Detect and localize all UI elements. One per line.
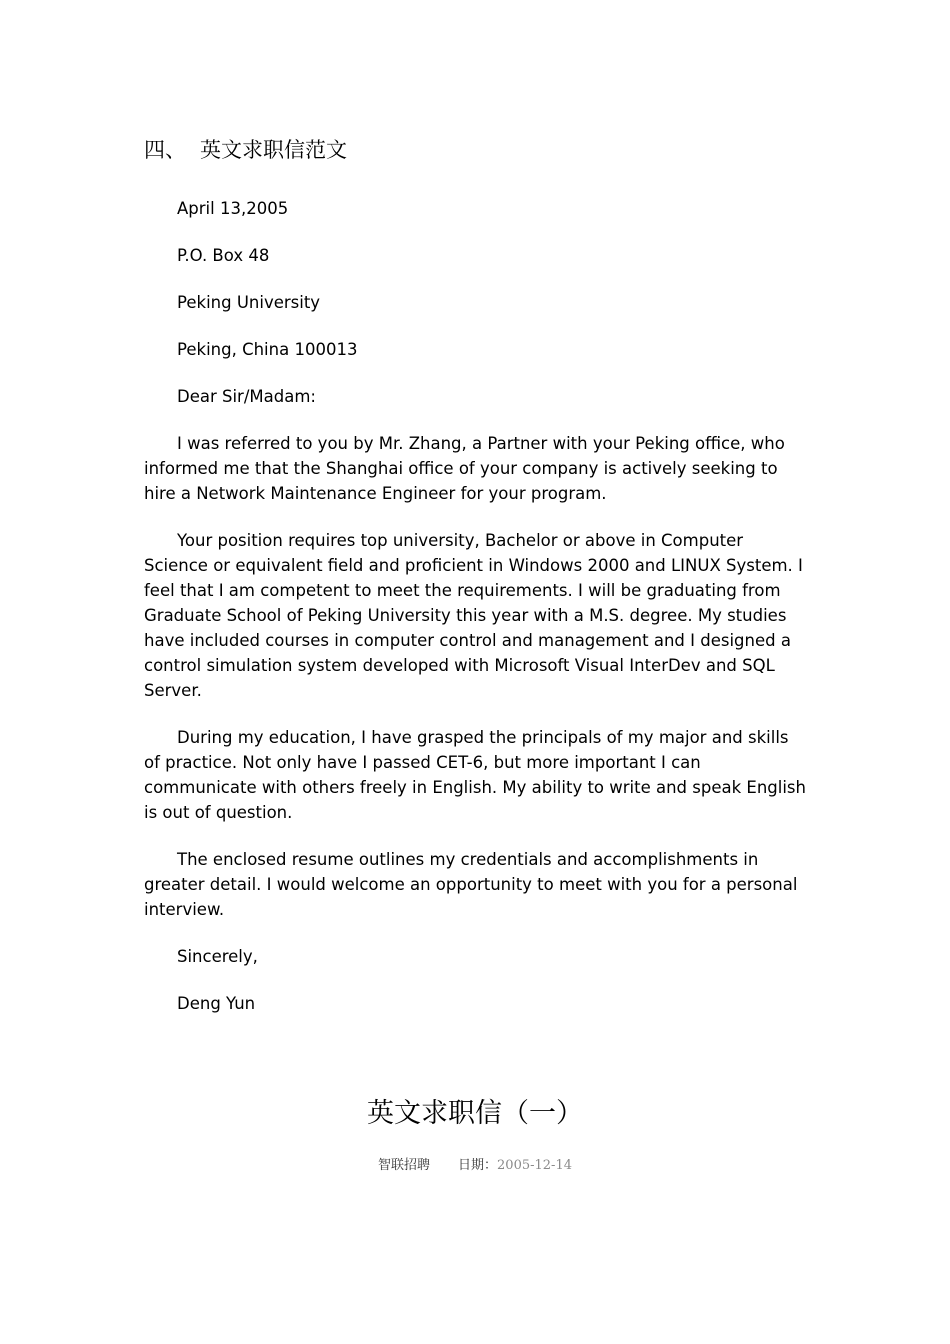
article-date-label: 日期： [458, 1158, 498, 1173]
letter-salutation: Dear Sir/Madam: [177, 387, 316, 406]
address-line: P.O. Box 48 [177, 246, 270, 265]
letter-paragraph: The enclosed resume outlines my credentials and accomplishments in greater detail. I would welcome an opportunity to meet with you for a personal interview. [144, 850, 798, 919]
letter-paragraph: Your position requires top university, Bachelor or above in Computer Science or equivalent field and proficient in Windows 2000 and LINUX System. I feel that I am competent to meet the requirements. I will be graduating from Graduate School of Peking University this year with a M.S. degree. My studies have included courses in computer control and management and I designed a control simulation system developed with Microsoft Visual InterDev and SQL Server. [144, 531, 803, 700]
section-title: 英文求职信范文 [200, 138, 347, 162]
address-line: Peking, China 100013 [177, 340, 358, 359]
address-line: Peking University [177, 293, 321, 312]
article-meta [0, 1156, 950, 1176]
letter-signature: Deng Yun [177, 994, 256, 1013]
article-date: 2005-12-14 [497, 1158, 572, 1173]
section-heading [144, 136, 347, 164]
section-number: 四、 [144, 138, 186, 162]
cover-letter [144, 196, 809, 1038]
letter-paragraph: I was referred to you by Mr. Zhang, a Partner with your Peking office, who informed me that the Shanghai office of your company is actively seeking to hire a Network Maintenance Engineer for your program. [144, 434, 785, 503]
letter-date: April 13,2005 [177, 199, 289, 218]
article-source: 智联招聘 [378, 1158, 431, 1173]
letter-paragraph: During my education, I have grasped the principals of my major and skills of practice. Not only have I passed CET-6, but more important I can communicate with others freely in English. My ability to write and speak English is out of question. [144, 728, 806, 822]
letter-closing: Sincerely, [177, 947, 258, 966]
article-title: 英文求职信（一） [367, 1098, 583, 1129]
